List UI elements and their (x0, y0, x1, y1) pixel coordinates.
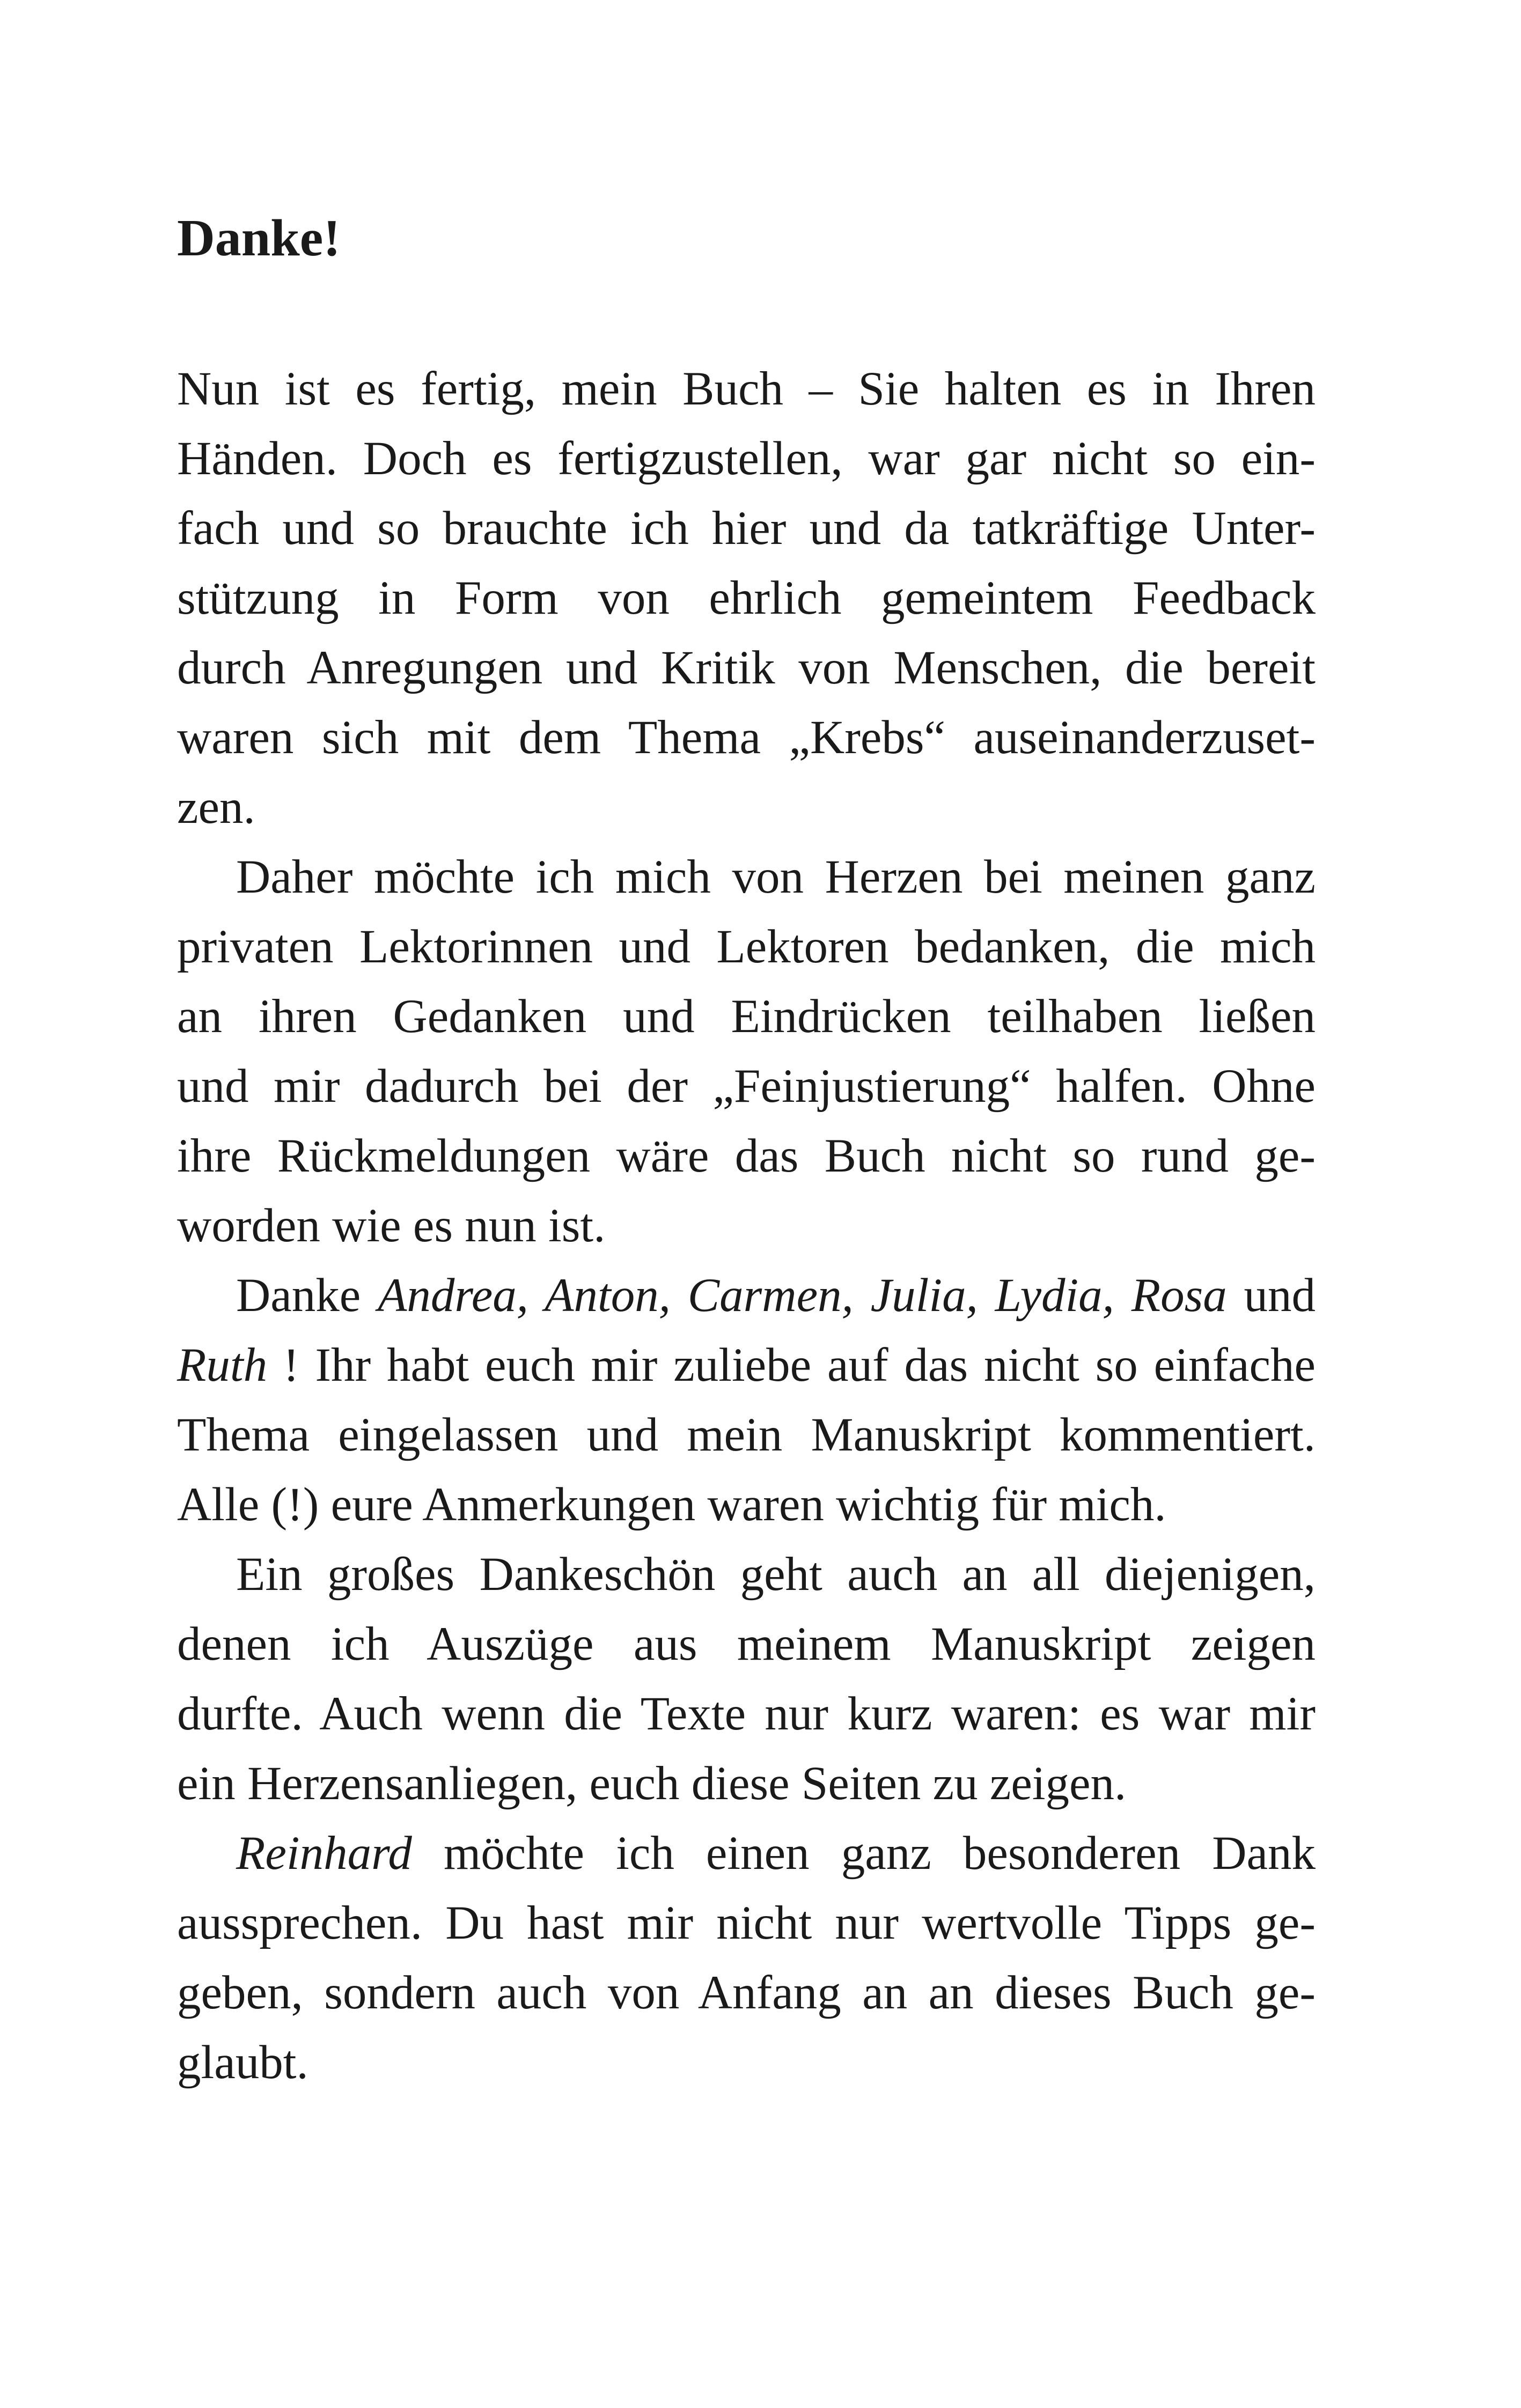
text-line: Nun ist es fertig, mein Buch – Sie halten es in Ihren (177, 363, 1316, 415)
text-line: glaubt. (177, 2036, 308, 2089)
text-line: Alle (!) eure Anmerkungen waren wichtig für mich. (177, 1478, 1166, 1531)
text-line: fach und so brauchte ich hier und da tatkräftige Unter- (177, 502, 1316, 555)
text-span: Danke (236, 1269, 378, 1322)
name-italic: Reinhard (236, 1827, 412, 1880)
page-title: Danke! (177, 209, 341, 267)
names-italic: Andrea, Anton, Carmen, Julia, Lydia, Rosa (378, 1269, 1227, 1322)
text-span: möchte ich einen ganz besonderen Dank (412, 1827, 1316, 1880)
text-line: aussprechen. Du hast mir nicht nur wertvolle Tipps ge- (177, 1897, 1316, 1949)
text-line: stützung in Form von ehrlich gemeintem Feedback (177, 572, 1316, 624)
text-line: durch Anregungen und Kritik von Menschen, die bereit (177, 642, 1316, 694)
text-line (236, 1818, 1316, 1888)
text-line: Händen. Doch es fertigzustellen, war gar nicht so ein- (177, 432, 1316, 485)
text-line: Ein großes Dankeschön geht auch an all diejenigen, (236, 1548, 1316, 1601)
text-line: zen. (177, 781, 255, 834)
name-italic: Ruth (177, 1339, 268, 1391)
text-line: und mir dadurch bei der „Feinjustierung“ halfen. Ohne (177, 1060, 1316, 1113)
text-line: Daher möchte ich mich von Herzen bei meinen ganz (236, 851, 1316, 903)
text-line: worden wie es nun ist. (177, 1199, 606, 1252)
text-line: an ihren Gedanken und Eindrücken teilhaben ließen (177, 990, 1316, 1043)
text-line (177, 1330, 1316, 1400)
text-span: und (1226, 1269, 1316, 1322)
text-line: geben, sondern auch von Anfang an an dieses Buch ge- (177, 1967, 1316, 2019)
text-line (236, 1261, 1316, 1330)
text-span: ! Ihr habt euch mir zuliebe auf das nicht so einfache (267, 1339, 1316, 1391)
text-line: privaten Lektorinnen und Lektoren bedanken, die mich (177, 921, 1316, 973)
text-line: denen ich Auszüge aus meinem Manuskript zeigen (177, 1618, 1316, 1670)
text-line: Thema eingelassen und mein Manuskript kommentiert. (177, 1409, 1316, 1461)
text-line: ein Herzensanliegen, euch diese Seiten zu zeigen. (177, 1757, 1127, 1810)
text-line: durfte. Auch wenn die Texte nur kurz waren: es war mir (177, 1688, 1316, 1740)
text-line: waren sich mit dem Thema „Krebs“ auseinanderzuset- (177, 711, 1316, 764)
text-line: ihre Rückmeldungen wäre das Buch nicht so rund ge- (177, 1130, 1316, 1182)
